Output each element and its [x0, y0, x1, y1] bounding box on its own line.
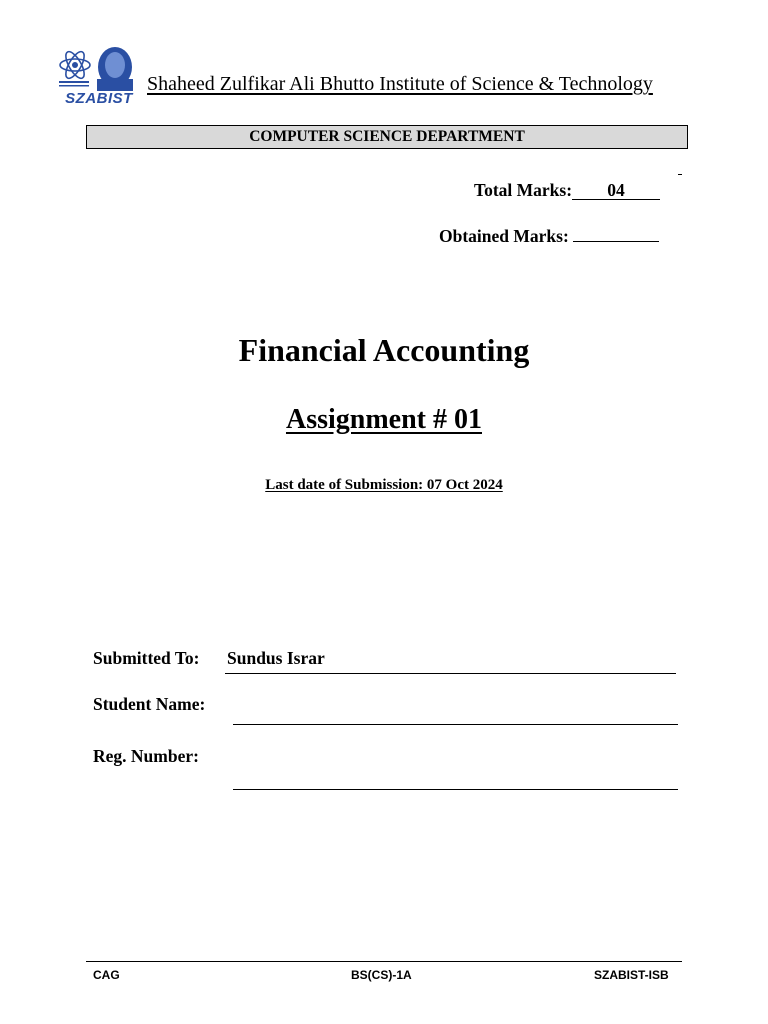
obtained-marks-row	[439, 226, 659, 247]
footer-right: SZABIST-ISB	[594, 968, 669, 982]
footer-divider	[86, 961, 682, 962]
total-marks-row	[474, 180, 660, 201]
submitted-to-line	[225, 673, 676, 674]
submitted-to-label: Submitted To:	[93, 648, 200, 668]
reg-number-line	[233, 789, 678, 790]
obtained-marks-field[interactable]	[573, 241, 659, 242]
student-name-line	[233, 724, 678, 725]
assignment-title: Assignment # 01	[285, 404, 482, 435]
department-banner: COMPUTER SCIENCE DEPARTMENT	[86, 125, 688, 149]
logo-text: SZABIST	[65, 90, 133, 107]
total-marks-label: Total Marks:	[474, 180, 573, 200]
course-title: Financial Accounting	[238, 332, 530, 368]
submitted-to-value[interactable]: Sundus Israr	[227, 648, 325, 668]
corner-tick-mark	[678, 174, 682, 175]
institute-name: Shaheed Zulfikar Ali Bhutto Institute of Science & Technology	[147, 73, 653, 95]
obtained-marks-label: Obtained Marks:	[439, 226, 569, 246]
reg-number-label: Reg. Number:	[93, 746, 199, 766]
footer-center: BS(CS)-1A	[351, 968, 412, 982]
logo-emblem-icon	[55, 45, 143, 91]
szabist-logo	[55, 45, 143, 109]
submission-deadline: Last date of Submission: 07 Oct 2024	[265, 477, 503, 493]
total-marks-value: 04	[572, 181, 660, 200]
footer-left: CAG	[93, 968, 120, 982]
student-name-label: Student Name:	[93, 694, 206, 714]
